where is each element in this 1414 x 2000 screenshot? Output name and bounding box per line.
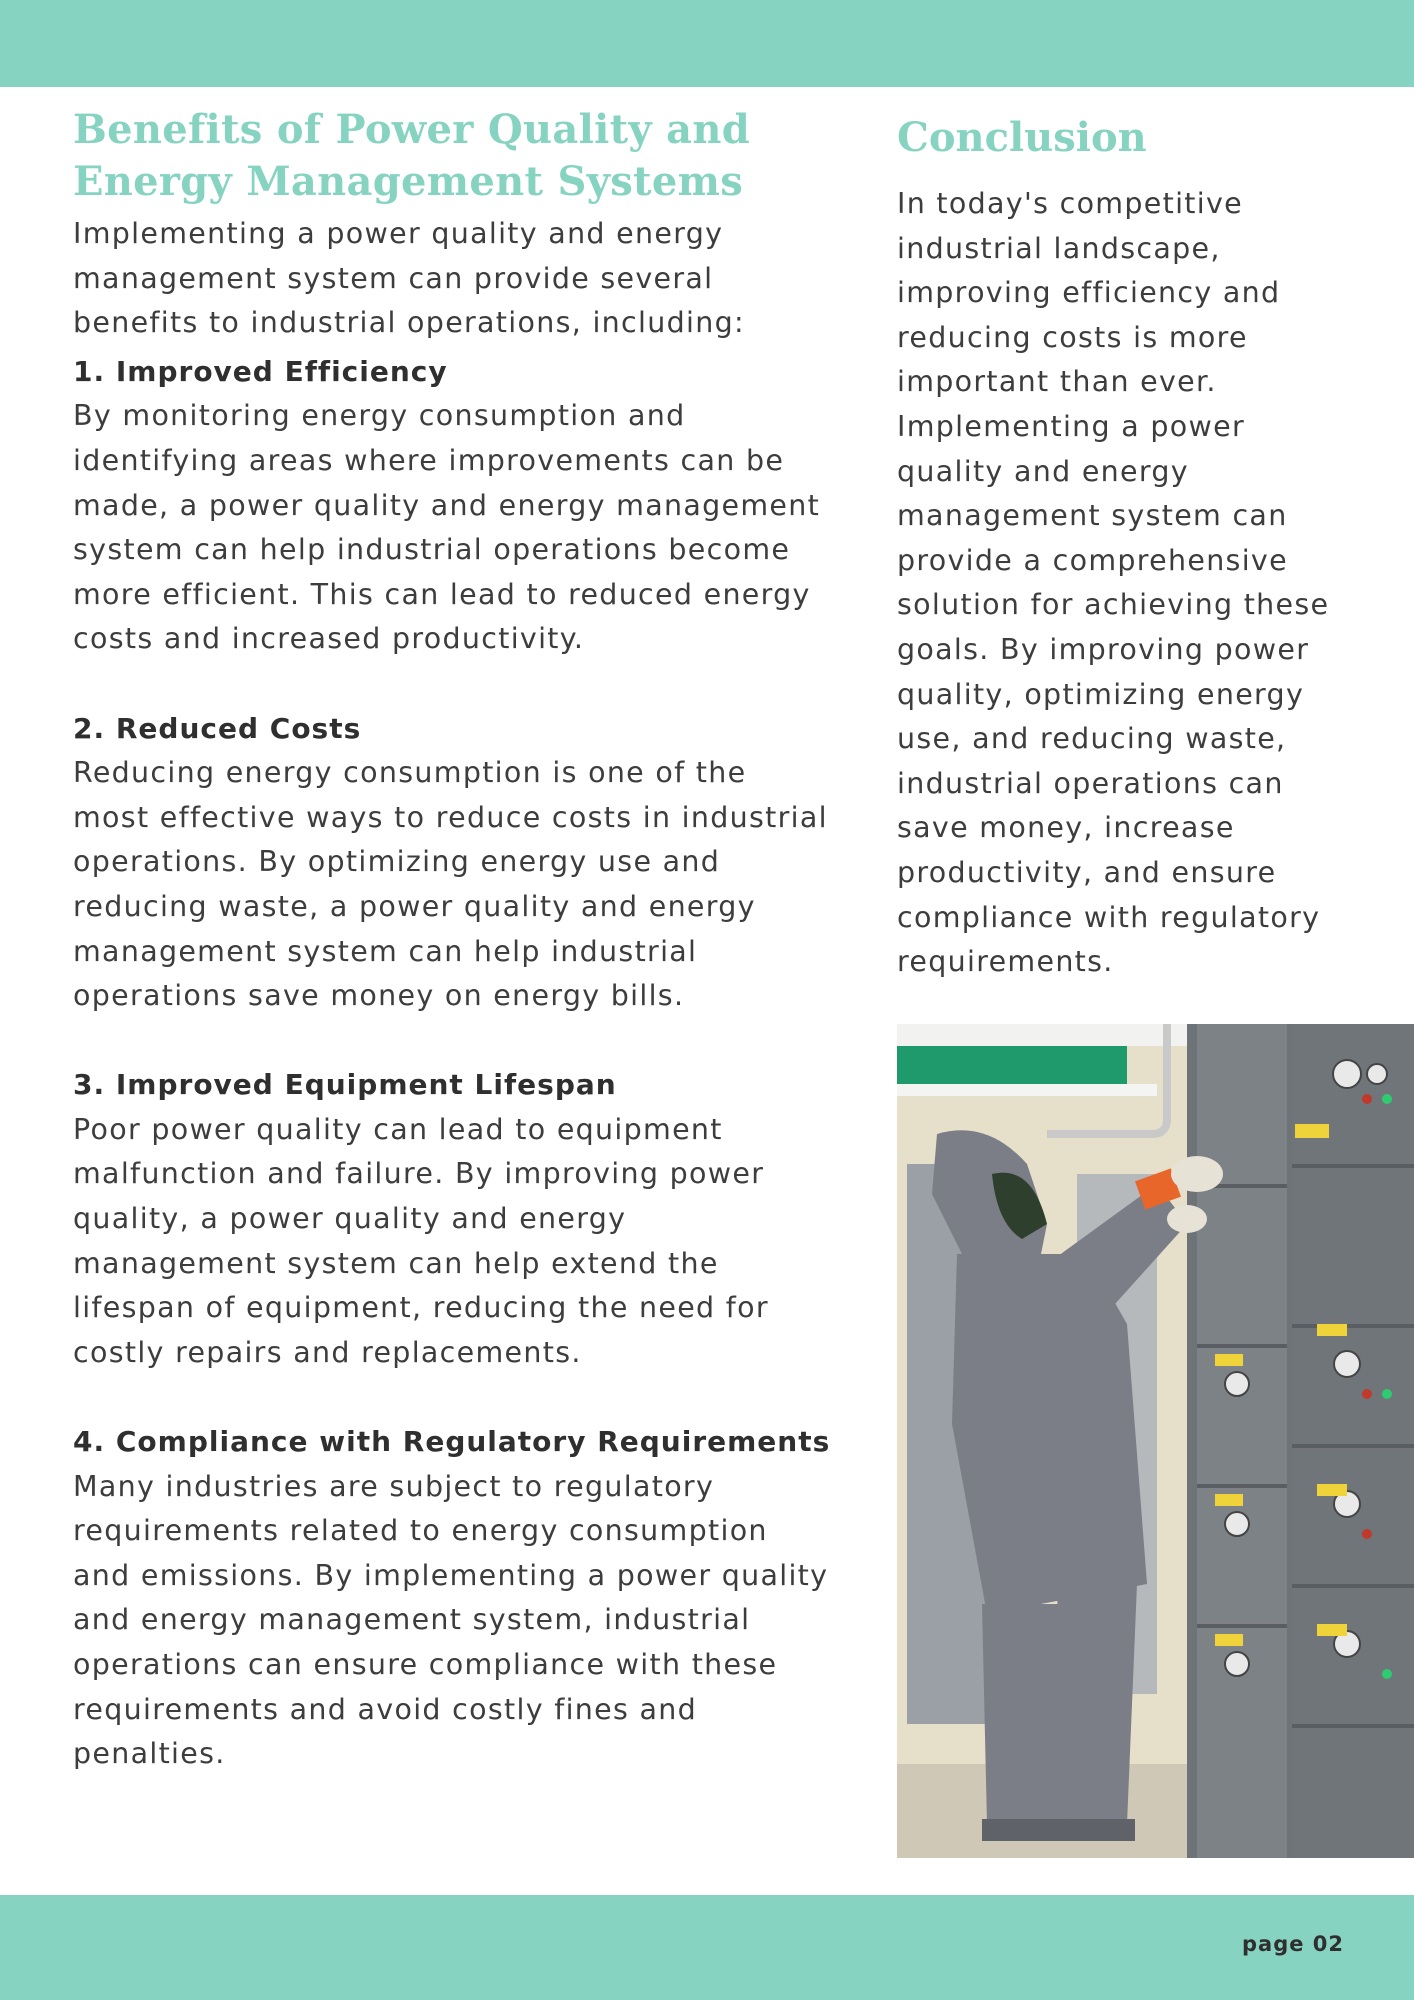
benefits-intro: Implementing a power quality and energy management system can provide several benefits to industrial operations, including: bbox=[73, 217, 745, 340]
page-number: page 02 bbox=[1241, 1932, 1344, 1956]
conclusion-column bbox=[897, 112, 1347, 985]
top-accent-band bbox=[0, 0, 1414, 87]
bottom-accent-band bbox=[0, 1895, 1414, 2000]
benefit-section-lifespan bbox=[73, 1063, 833, 1375]
benefit-body: By monitoring energy consumption and identifying areas where improvements can be made, a power quality and energy management system can help industrial operations become more efficient. This can lead to reduced energy costs and increased productivity. bbox=[73, 399, 821, 656]
worker-switchgear-photo bbox=[897, 1024, 1414, 1858]
benefits-title: Benefits of Power Quality and Energy Management Systems bbox=[73, 106, 751, 205]
benefit-body: Poor power quality can lead to equipment malfunction and failure. By improving power quality, a power quality and energy management system can help extend the lifespan of equipment, reducing the need for costly repairs and replacements. bbox=[73, 1112, 769, 1369]
benefit-heading: 1. Improved Efficiency bbox=[73, 354, 448, 388]
benefit-heading: 3. Improved Equipment Lifespan bbox=[73, 1068, 617, 1102]
benefit-body: Many industries are subject to regulatory requirements related to energy consumption and emissions. By implementing a power quality and energy management system, industrial operations can ensure compliance with these requirements and avoid costly fines and penalties. bbox=[73, 1469, 829, 1771]
benefit-heading: 2. Reduced Costs bbox=[73, 711, 362, 745]
benefit-section-compliance bbox=[73, 1420, 833, 1777]
benefits-column bbox=[73, 104, 833, 1777]
benefit-section-efficiency bbox=[73, 350, 833, 662]
benefit-section-costs bbox=[73, 707, 833, 1019]
benefit-heading: 4. Compliance with Regulatory Requirements bbox=[73, 1425, 831, 1459]
benefit-body: Reducing energy consumption is one of the most effective ways to reduce costs in industrial operations. By optimizing energy use and reducing waste, a power quality and energy management system can help industrial operations save money on energy bills. bbox=[73, 756, 828, 1013]
conclusion-title: Conclusion bbox=[897, 114, 1147, 161]
conclusion-body: In today's competitive industrial landscape, improving efficiency and reducing costs is more important than ever. Implementing a power quality and energy management system can provide a comprehensive solution for achieving these goals. By improving power quality, optimizing energy use, and reducing waste, industrial operations can save money, increase productivity, and ensure compliance with regulatory requirements. bbox=[897, 187, 1330, 979]
